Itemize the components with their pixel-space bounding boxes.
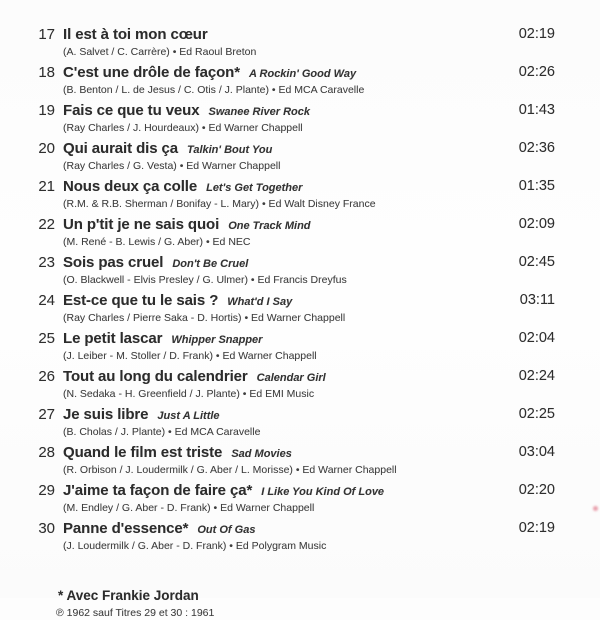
track-title: Il est à toi mon cœur xyxy=(63,26,208,43)
track-duration: 01:35 xyxy=(518,178,555,194)
track-duration: 02:36 xyxy=(518,140,555,156)
track-credits: (R. Orbison / J. Loudermilk / G. Aber / L. Morisse) • Ed Warner Chappell xyxy=(63,464,397,476)
scan-speck-artifact xyxy=(593,506,598,511)
track-main xyxy=(63,102,511,134)
track-title: Je suis libre xyxy=(63,406,149,423)
track-row xyxy=(33,330,555,362)
track-subtitle: Sad Movies xyxy=(231,448,292,460)
track-duration: 02:04 xyxy=(518,330,555,346)
track-subtitle: Talkin' Bout You xyxy=(187,144,273,156)
track-number: 28 xyxy=(38,444,55,461)
track-duration: 03:04 xyxy=(518,444,555,460)
track-credits: (Ray Charles / G. Vesta) • Ed Warner Chappell xyxy=(63,160,281,172)
track-credits: (O. Blackwell - Elvis Presley / G. Ulmer) • Ed Francis Dreyfus xyxy=(63,274,347,286)
track-title: Nous deux ça colle xyxy=(63,178,198,195)
track-number: 22 xyxy=(38,216,55,233)
track-row xyxy=(33,482,555,514)
track-row xyxy=(33,254,555,286)
track-number: 17 xyxy=(38,26,55,43)
track-subtitle: Out Of Gas xyxy=(197,524,256,536)
track-number: 30 xyxy=(38,520,55,537)
track-row xyxy=(33,178,555,210)
track-main xyxy=(63,64,511,96)
track-credits: (Ray Charles / Pierre Saka - D. Hortis) • Ed Warner Chappell xyxy=(63,312,346,324)
footer xyxy=(0,588,600,620)
track-row xyxy=(33,140,555,172)
track-title: Panne d'essence* xyxy=(63,520,189,537)
track-credits: (J. Leiber - M. Stoller / D. Frank) • Ed Warner Chappell xyxy=(63,350,317,362)
track-duration: 02:25 xyxy=(518,406,555,422)
track-title: Fais ce que tu veux xyxy=(63,102,200,119)
track-duration: 03:11 xyxy=(519,292,555,308)
track-main xyxy=(63,520,511,552)
track-main xyxy=(63,444,511,476)
track-subtitle: One Track Mind xyxy=(228,220,311,232)
track-main xyxy=(63,330,511,362)
track-main xyxy=(63,482,511,514)
track-duration: 02:20 xyxy=(518,482,555,498)
track-number: 27 xyxy=(38,406,55,423)
footer-note: * Avec Frankie Jordan xyxy=(58,588,199,603)
track-title: Quand le film est triste xyxy=(63,444,223,461)
track-row xyxy=(33,64,555,96)
track-duration: 02:24 xyxy=(518,368,555,384)
track-credits: (J. Loudermilk / G. Aber - D. Frank) • Ed Polygram Music xyxy=(63,540,327,552)
track-credits: (M. René - B. Lewis / G. Aber) • Ed NEC xyxy=(63,236,251,248)
track-credits: (N. Sedaka - H. Greenfield / J. Plante) • Ed EMI Music xyxy=(63,388,315,400)
track-row xyxy=(33,368,555,400)
track-title: C'est une drôle de façon* xyxy=(63,64,240,81)
track-duration: 01:43 xyxy=(518,102,555,118)
track-main xyxy=(63,254,511,286)
track-number: 24 xyxy=(38,292,55,309)
track-credits: (A. Salvet / C. Carrère) • Ed Raoul Breton xyxy=(63,46,257,58)
track-title: Sois pas cruel xyxy=(63,254,164,271)
track-row xyxy=(33,102,555,134)
track-number: 18 xyxy=(38,64,55,81)
track-duration: 02:19 xyxy=(518,520,555,536)
track-row xyxy=(33,292,555,324)
track-title: J'aime ta façon de faire ça* xyxy=(63,482,253,499)
track-row xyxy=(33,444,555,476)
track-duration: 02:45 xyxy=(518,254,555,270)
track-credits: (Ray Charles / J. Hourdeaux) • Ed Warner Chappell xyxy=(63,122,303,134)
track-credits: (B. Benton / L. de Jesus / C. Otis / J. Plante) • Ed MCA Caravelle xyxy=(63,84,365,96)
track-main xyxy=(63,178,511,210)
track-subtitle: Let's Get Together xyxy=(206,182,303,194)
track-number: 20 xyxy=(38,140,55,157)
track-duration: 02:09 xyxy=(518,216,555,232)
track-main xyxy=(63,368,511,400)
track-row xyxy=(33,520,555,552)
track-row xyxy=(33,26,555,58)
track-subtitle: What'd I Say xyxy=(227,296,293,308)
track-number: 23 xyxy=(38,254,55,271)
track-subtitle: I Like You Kind Of Love xyxy=(261,486,385,498)
track-row xyxy=(33,216,555,248)
track-number: 21 xyxy=(38,178,55,195)
track-duration: 02:19 xyxy=(518,26,555,42)
track-credits: (B. Cholas / J. Plante) • Ed MCA Caravelle xyxy=(63,426,261,438)
track-subtitle: Calendar Girl xyxy=(256,372,326,384)
track-duration: 02:26 xyxy=(518,64,555,80)
track-row xyxy=(33,406,555,438)
track-main xyxy=(63,216,511,248)
track-main xyxy=(63,406,511,438)
track-title: Qui aurait dis ça xyxy=(63,140,179,157)
track-title: Tout au long du calendrier xyxy=(63,368,248,385)
track-number: 29 xyxy=(38,482,55,499)
track-main xyxy=(63,26,511,58)
track-subtitle: Don't Be Cruel xyxy=(172,258,249,270)
track-title: Le petit lascar xyxy=(63,330,163,347)
track-subtitle: Whipper Snapper xyxy=(171,334,263,346)
track-main xyxy=(63,292,512,324)
track-number: 19 xyxy=(38,102,55,119)
track-title: Est-ce que tu le sais ? xyxy=(63,292,219,309)
track-number: 26 xyxy=(38,368,55,385)
footer-copyright: ℗ 1962 sauf Titres 29 et 30 : 1961 xyxy=(56,607,215,619)
track-subtitle: Swanee River Rock xyxy=(208,106,310,118)
track-credits: (M. Endley / G. Aber - D. Frank) • Ed Warner Chappell xyxy=(63,502,315,514)
track-number: 25 xyxy=(38,330,55,347)
track-main xyxy=(63,140,511,172)
track-subtitle: A Rockin' Good Way xyxy=(248,68,357,80)
track-title: Un p'tit je ne sais quoi xyxy=(63,216,220,233)
track-credits: (R.M. & R.B. Sherman / Bonifay - L. Mary) • Ed Walt Disney France xyxy=(63,198,376,210)
track-subtitle: Just A Little xyxy=(157,410,220,422)
